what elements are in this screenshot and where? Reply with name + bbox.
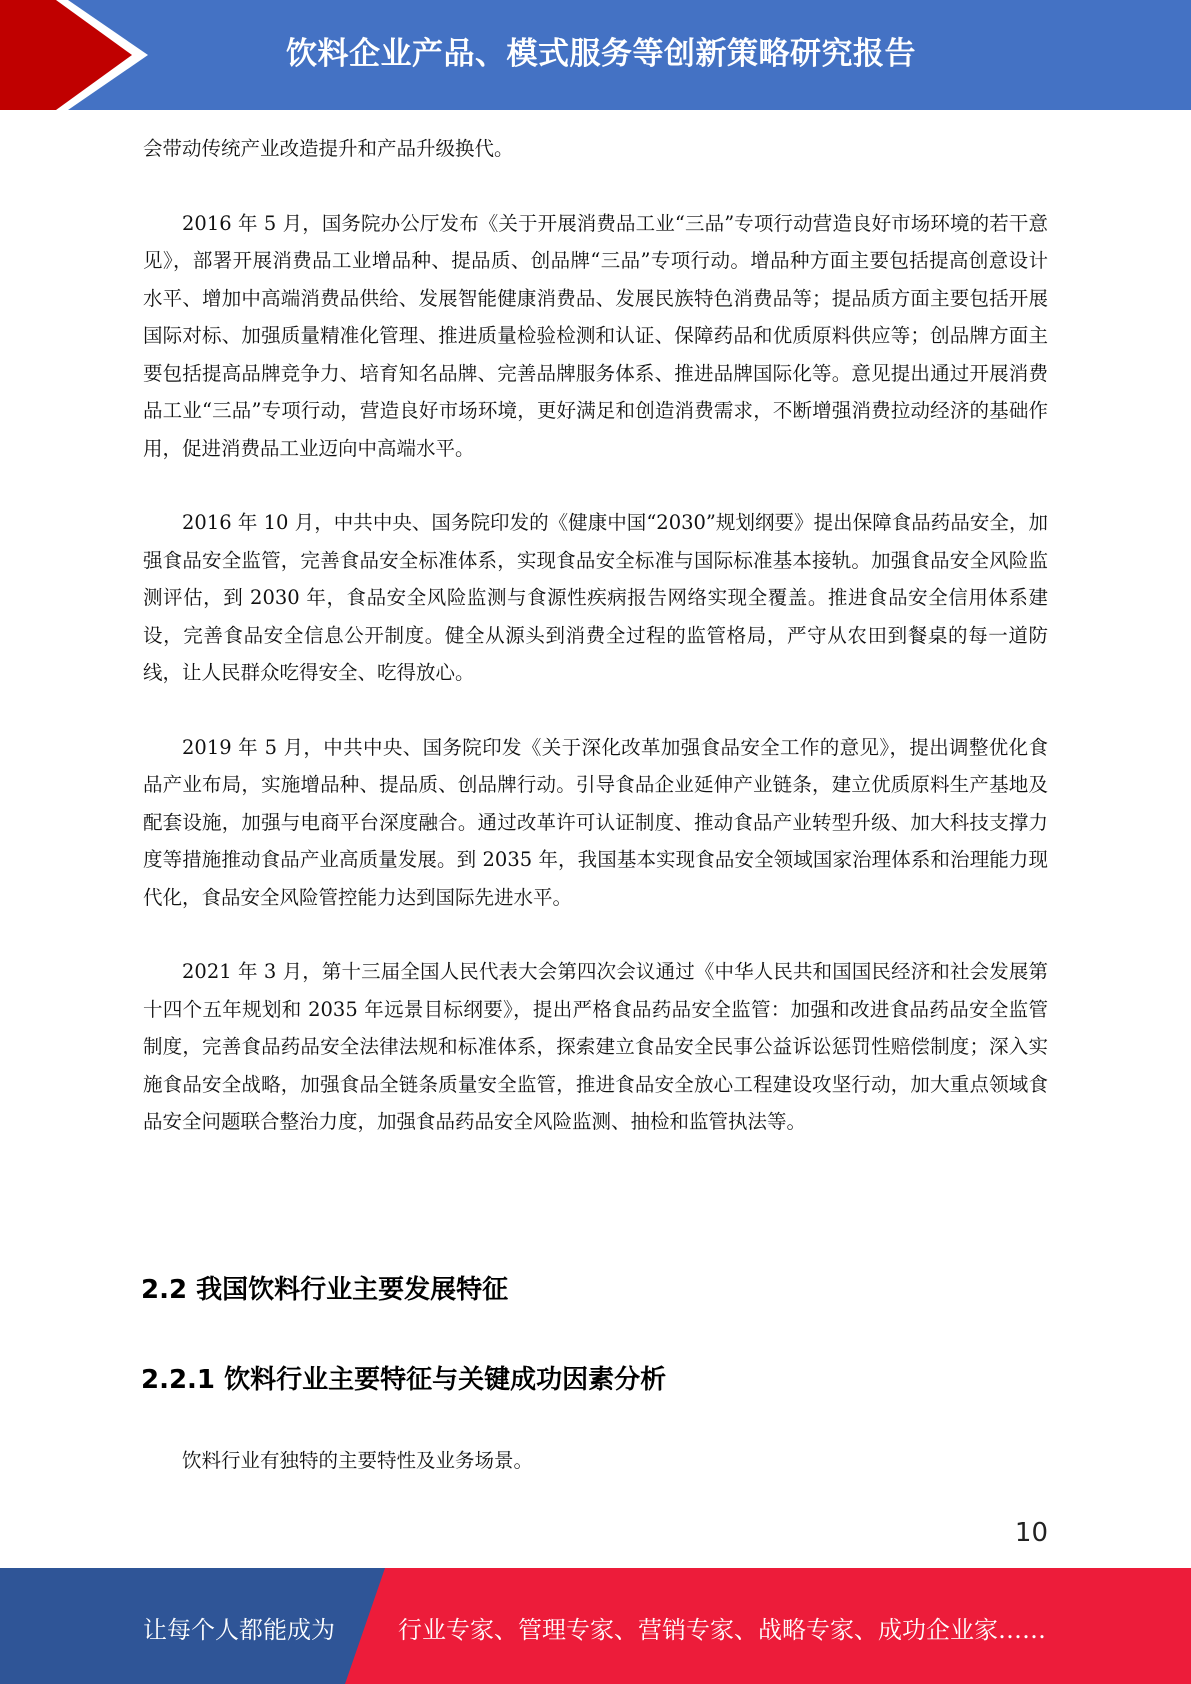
paragraph-2016-october: 2016 年 10 月，中共中央、国务院印发的《健康中国“2030”规划纲要》提出保障食品药品安全，加强食品安全监管，完善食品安全标准体系，实现食品安全标准与国际标准基本接轨。加强食品安全风险监测评估，到 2030 年，食品安全风险监测与食源性疾病报告网络实现全覆盖。推进食品安全信用体系建设，完善食品安全信息公开制度。健全从源头到消费全过程的监管格局，严守从农田到餐桌的每一道防线，让人民群众吃得安全、吃得放心。 xyxy=(143,511,1048,684)
page-header xyxy=(0,0,1191,110)
section-heading-2-2: 2.2 我国饮料行业主要发展特征 xyxy=(141,1275,509,1305)
paragraph-2019-may: 2019 年 5 月，中共中央、国务院印发《关于深化改革加强食品安全工作的意见》，提出调整优化食品产业布局，实施增品种、提品质、创品牌行动。引导食品企业延伸产业链条，建立优质原料生产基地及配套设施，加强与电商平台深度融合。通过改革许可认证制度、推动食品产业转型升级、加大科技支撑力度等措施推动食品产业高质量发展。到 2035 年，我国基本实现食品安全领域国家治理体系和治理能力现代化，食品安全风险管控能力达到国际先进水平。 xyxy=(143,735,1048,909)
document-body xyxy=(143,130,1048,1141)
paragraph-continuation: 会带动传统产业改造提升和产品升级换代。 xyxy=(143,137,514,160)
section-heading-2-2-1: 2.2.1 饮料行业主要特征与关键成功因素分析 xyxy=(141,1365,667,1395)
page-footer xyxy=(0,1568,1191,1684)
section-intro-paragraph: 饮料行业有独特的主要特性及业务场景。 xyxy=(182,1449,534,1472)
footer-slogan-right: 行业专家、管理专家、营销专家、战略专家、成功企业家…… xyxy=(398,1616,1046,1644)
paragraph-2021-march: 2021 年 3 月，第十三届全国人民代表大会第四次会议通过《中华人民共和国国民经济和社会发展第十四个五年规划和 2035 年远景目标纲要》，提出严格食品药品安全监管：加强和改进食品药品安全监管制度，完善食品药品安全法律法规和标准体系，探索建立食品安全民事公益诉讼惩罚性赔偿制度；深入实施食品安全战略，加强食品全链条质量安全监管，推进食品安全放心工程建设攻坚行动，加大重点领域食品安全问题联合整治力度，加强食品药品安全风险监测、抽检和监管执法等。 xyxy=(143,960,1048,1133)
header-arrow-graphic xyxy=(0,0,160,110)
page-number: 10 xyxy=(1014,1518,1048,1548)
report-title: 饮料企业产品、模式服务等创新策略研究报告 xyxy=(286,36,916,72)
footer-slogan-left: 让每个人都能成为 xyxy=(143,1616,335,1644)
paragraph-2016-may: 2016 年 5 月，国务院办公厅发布《关于开展消费品工业“三品”专项行动营造良好市场环境的若干意见》，部署开展消费品工业增品种、提品质、创品牌“三品”专项行动。增品种方面主要包括提高创意设计水平、增加中高端消费品供给、发展智能健康消费品、发展民族特色消费品等；提品质方面主要包括开展国际对标、加强质量精准化管理、推进质量检验检测和认证、保障药品和优质原料供应等；创品牌方面主要包括提高品牌竞争力、培育知名品牌、完善品牌服务体系、推进品牌国际化等。意见提出通过开展消费品工业“三品”专项行动，营造良好市场环境，更好满足和创造消费需求，不断增强消费拉动经济的基础作用，促进消费品工业迈向中高端水平。 xyxy=(143,211,1048,460)
